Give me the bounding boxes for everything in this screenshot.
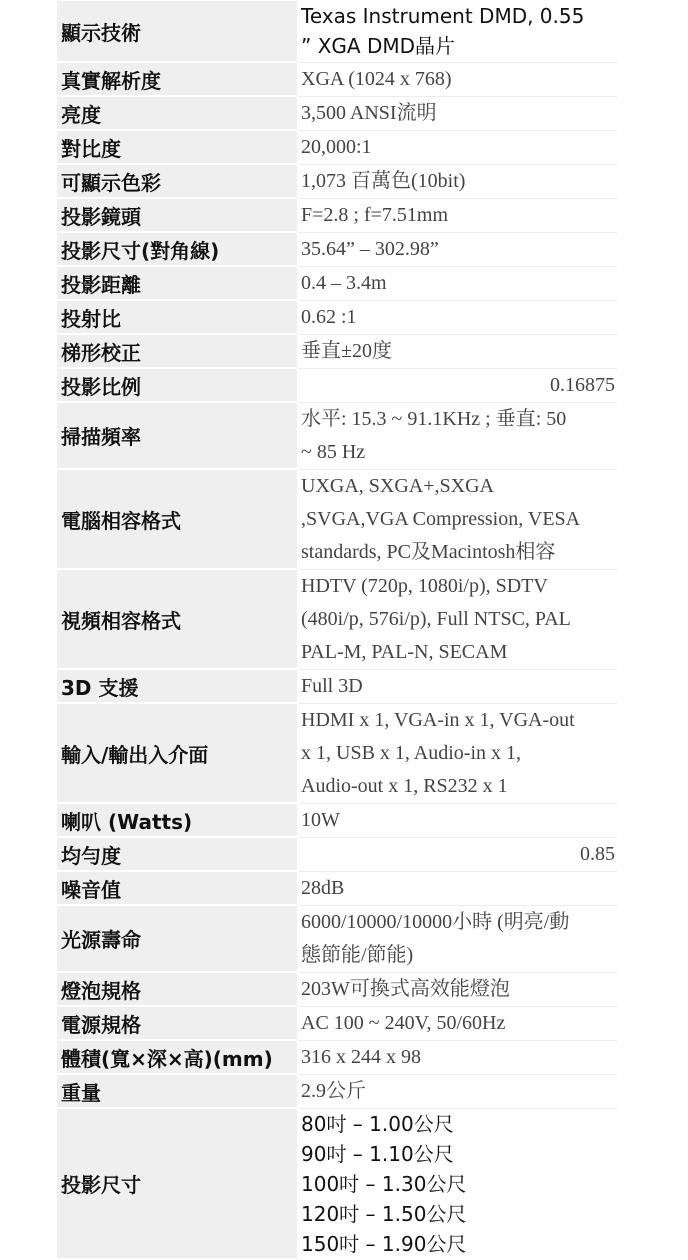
spec-label: 對比度: [57, 130, 298, 164]
table-row: [57, 1, 617, 62]
table-row: [57, 871, 617, 905]
spec-value-line: UXGA, SXGA+,SXGA: [301, 474, 494, 497]
spec-value: 10W: [298, 803, 617, 837]
spec-value: [298, 1, 617, 62]
spec-label: 亮度: [57, 96, 298, 130]
spec-value-line: standards, PC及Macintosh相容: [301, 540, 556, 563]
spec-label: 光源壽命: [57, 905, 298, 972]
spec-value-line: 120吋 – 1.50公尺: [301, 1201, 467, 1226]
spec-value: 0.62 :1: [298, 300, 617, 334]
spec-value-line: Audio-out x 1, RS232 x 1: [301, 774, 508, 797]
spec-value: [298, 469, 617, 569]
spec-label: 重量: [57, 1074, 298, 1108]
spec-value: 20,000:1: [298, 130, 617, 164]
spec-value: 203W可換式高效能燈泡: [298, 972, 617, 1006]
table-row: [57, 1108, 617, 1259]
spec-value: 35.64” – 302.98”: [298, 232, 617, 266]
spec-value-line: Texas Instrument DMD, 0.55: [301, 4, 585, 29]
table-row: [57, 469, 617, 569]
spec-value: 0.4 – 3.4m: [298, 266, 617, 300]
spec-label: 投影尺寸(對角線): [57, 232, 298, 266]
spec-value-line: 90吋 – 1.10公尺: [301, 1141, 454, 1166]
spec-label: 投影尺寸: [57, 1108, 298, 1259]
table-row: [57, 905, 617, 972]
table-row: [57, 164, 617, 198]
spec-value: 3,500 ANSI流明: [298, 96, 617, 130]
table-row: [57, 1074, 617, 1108]
spec-value-line: ” XGA DMD晶片: [301, 34, 456, 59]
spec-label: 均勻度: [57, 837, 298, 871]
spec-table: [57, 1, 617, 1260]
table-row: [57, 300, 617, 334]
spec-value-line: 100吋 – 1.30公尺: [301, 1171, 467, 1196]
spec-label: 掃描頻率: [57, 402, 298, 469]
spec-label: 投影距離: [57, 266, 298, 300]
spec-label: 噪音值: [57, 871, 298, 905]
table-row: [57, 803, 617, 837]
spec-value: 垂直±20度: [298, 334, 617, 368]
table-row: [57, 703, 617, 803]
table-row: [57, 96, 617, 130]
table-row: [57, 62, 617, 96]
spec-label: 體積(寬×深×高)(mm): [57, 1040, 298, 1074]
table-row: [57, 837, 617, 871]
table-row: [57, 1040, 617, 1074]
spec-label: 燈泡規格: [57, 972, 298, 1006]
spec-value: 0.85: [298, 837, 617, 871]
spec-value: [298, 569, 617, 669]
spec-label: 投影鏡頭: [57, 198, 298, 232]
spec-label: 3D 支援: [57, 669, 298, 703]
table-row: [57, 402, 617, 469]
spec-value: Full 3D: [298, 669, 617, 703]
spec-label: 電源規格: [57, 1006, 298, 1040]
spec-value: [298, 703, 617, 803]
table-row: [57, 569, 617, 669]
spec-label: 真實解析度: [57, 62, 298, 96]
spec-label: 喇叭 (Watts): [57, 803, 298, 837]
table-row: [57, 198, 617, 232]
spec-value-line: 80吋 – 1.00公尺: [301, 1111, 454, 1136]
spec-value-line: x 1, USB x 1, Audio-in x 1,: [301, 741, 522, 764]
table-row: [57, 972, 617, 1006]
spec-value: 2.9公斤: [298, 1074, 617, 1108]
spec-value: 1,073 百萬色(10bit): [298, 164, 617, 198]
spec-value-line: 150吋 – 1.90公尺: [301, 1231, 467, 1256]
spec-label: 梯形校正: [57, 334, 298, 368]
spec-value-line: 水平: 15.3 ~ 91.1KHz ; 垂直: 50: [301, 407, 567, 430]
spec-label: 輸入/輸出入介面: [57, 703, 298, 803]
spec-label: 投射比: [57, 300, 298, 334]
table-row: [57, 368, 617, 402]
spec-value-line: HDTV (720p, 1080i/p), SDTV: [301, 574, 548, 597]
spec-value: [298, 402, 617, 469]
spec-value-line: ~ 85 Hz: [301, 440, 366, 463]
spec-value: 28dB: [298, 871, 617, 905]
table-row: [57, 669, 617, 703]
table-row: [57, 130, 617, 164]
table-row: [57, 232, 617, 266]
spec-value-line: HDMI x 1, VGA-in x 1, VGA-out: [301, 708, 575, 731]
table-row: [57, 1006, 617, 1040]
spec-label: 投影比例: [57, 368, 298, 402]
spec-value: F=2.8 ; f=7.51mm: [298, 198, 617, 232]
spec-label: 電腦相容格式: [57, 469, 298, 569]
spec-value: [298, 1108, 617, 1259]
spec-label: 可顯示色彩: [57, 164, 298, 198]
table-row: [57, 334, 617, 368]
spec-value: XGA (1024 x 768): [298, 62, 617, 96]
spec-value-line: (480i/p, 576i/p), Full NTSC, PAL: [301, 607, 571, 630]
spec-value-line: PAL-M, PAL-N, SECAM: [301, 640, 508, 663]
spec-value-line: 態節能/節能): [301, 943, 414, 966]
spec-label: 顯示技術: [57, 1, 298, 62]
spec-value: 316 x 244 x 98: [298, 1040, 617, 1074]
spec-value: AC 100 ~ 240V, 50/60Hz: [298, 1006, 617, 1040]
spec-value: [298, 905, 617, 972]
spec-value-line: 6000/10000/10000小時 (明亮/動: [301, 910, 570, 933]
spec-value: 0.16875: [298, 368, 617, 402]
spec-label: 視頻相容格式: [57, 569, 298, 669]
table-row: [57, 266, 617, 300]
spec-value-line: ,SVGA,VGA Compression, VESA: [301, 507, 581, 530]
